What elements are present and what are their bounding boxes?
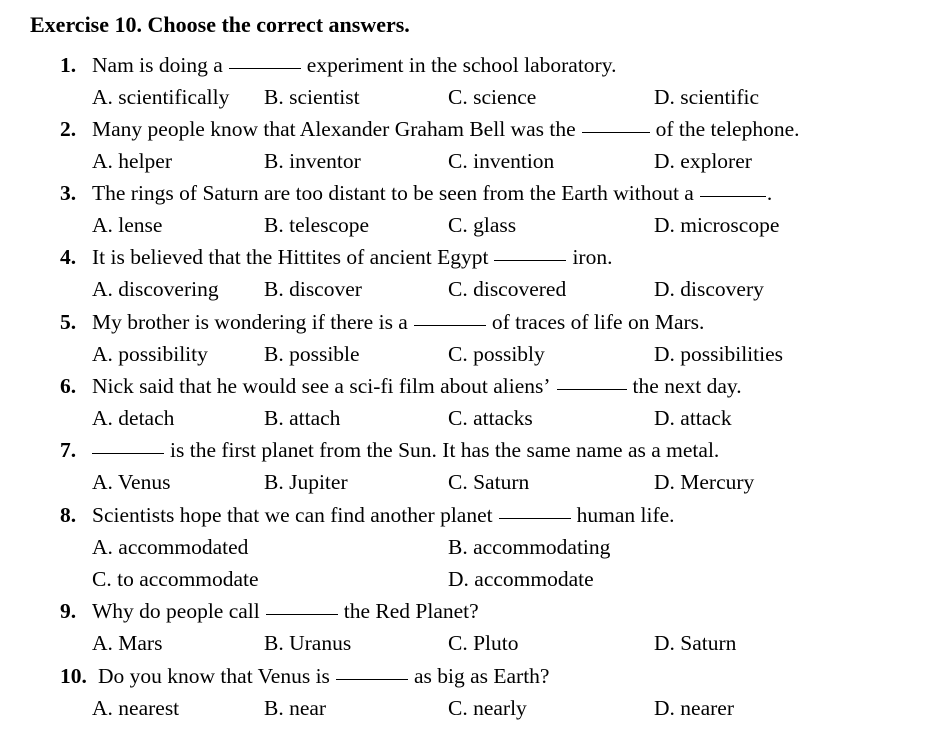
question-number: 5.: [60, 310, 77, 334]
question-number: 6.: [60, 374, 77, 398]
answer-blank[interactable]: [499, 517, 571, 519]
option-d[interactable]: D. microscope: [654, 213, 780, 237]
option-d[interactable]: D. Mercury: [654, 470, 755, 494]
question-text-after: human life.: [576, 503, 675, 527]
question-text-after: the Red Planet?: [343, 599, 479, 623]
answer-blank[interactable]: [92, 452, 164, 454]
question-number: 3.: [60, 181, 77, 205]
question-text-before: Many people know that Alexander Graham Bell was the: [92, 117, 576, 141]
option-a[interactable]: A. Venus: [92, 470, 171, 494]
option-d[interactable]: D. explorer: [654, 149, 752, 173]
question-2: [60, 115, 800, 143]
option-b[interactable]: B. telescope: [264, 213, 370, 237]
option-b[interactable]: B. Jupiter: [264, 470, 348, 494]
question-3: [60, 179, 772, 207]
option-a[interactable]: A. lense: [92, 213, 163, 237]
option-b[interactable]: B. accommodating: [448, 535, 611, 559]
answer-blank[interactable]: [229, 67, 301, 69]
question-number: 10.: [60, 664, 87, 688]
question-7: [60, 436, 719, 464]
question-text-after: is the first planet from the Sun. It has the same name as a metal.: [170, 438, 720, 462]
option-a[interactable]: A. accommodated: [92, 535, 249, 559]
question-number: 8.: [60, 503, 77, 527]
question-number: 1.: [60, 53, 77, 77]
answer-blank[interactable]: [582, 131, 650, 133]
question-5: [60, 308, 704, 336]
option-d[interactable]: D. possibilities: [654, 342, 784, 366]
option-c[interactable]: C. attacks: [448, 406, 533, 430]
option-d[interactable]: D. nearer: [654, 696, 734, 720]
answer-blank[interactable]: [700, 195, 766, 197]
question-text-after: as big as Earth?: [413, 664, 550, 688]
option-a[interactable]: A. Mars: [92, 631, 163, 655]
option-b[interactable]: B. Uranus: [264, 631, 352, 655]
option-c[interactable]: C. discovered: [448, 277, 567, 301]
option-b[interactable]: B. near: [264, 696, 327, 720]
question-4: [60, 243, 612, 271]
question-text-before: Nam is doing a: [92, 53, 223, 77]
question-text-before: Do you know that Venus is: [98, 664, 330, 688]
question-text-after: the next day.: [632, 374, 742, 398]
question-text-after: of traces of life on Mars.: [491, 310, 705, 334]
question-text-after: experiment in the school laboratory.: [306, 53, 617, 77]
question-text-before: It is believed that the Hittites of ancient Egypt: [92, 245, 489, 269]
option-b[interactable]: B. scientist: [264, 85, 360, 109]
option-b[interactable]: B. possible: [264, 342, 360, 366]
question-text-before: Scientists hope that we can find another planet: [92, 503, 493, 527]
question-number: 9.: [60, 599, 77, 623]
option-c[interactable]: C. invention: [448, 149, 555, 173]
option-d[interactable]: D. attack: [654, 406, 732, 430]
option-a[interactable]: A. possibility: [92, 342, 208, 366]
question-1: [60, 51, 616, 79]
question-text-before: My brother is wondering if there is a: [92, 310, 408, 334]
option-c[interactable]: C. Saturn: [448, 470, 530, 494]
question-10: [60, 662, 549, 690]
question-9: [60, 597, 479, 625]
question-number: 2.: [60, 117, 77, 141]
option-d[interactable]: D. accommodate: [448, 567, 594, 591]
answer-blank[interactable]: [336, 678, 408, 680]
option-d[interactable]: D. Saturn: [654, 631, 737, 655]
question-text-before: The rings of Saturn are too distant to be seen from the Earth without a: [92, 181, 694, 205]
question-text-after: iron.: [572, 245, 613, 269]
option-c[interactable]: C. possibly: [448, 342, 545, 366]
option-a[interactable]: A. detach: [92, 406, 175, 430]
question-8: [60, 501, 675, 529]
question-text-after: of the telephone.: [655, 117, 800, 141]
exercise-title: Exercise 10. Choose the correct answers.: [30, 12, 410, 37]
answer-blank[interactable]: [494, 259, 566, 261]
option-c[interactable]: C. nearly: [448, 696, 527, 720]
question-text-before: Why do people call: [92, 599, 260, 623]
option-c[interactable]: C. glass: [448, 213, 517, 237]
option-c[interactable]: C. science: [448, 85, 537, 109]
option-b[interactable]: B. inventor: [264, 149, 361, 173]
option-b[interactable]: B. discover: [264, 277, 362, 301]
option-d[interactable]: D. scientific: [654, 85, 760, 109]
option-b[interactable]: B. attach: [264, 406, 341, 430]
option-a[interactable]: A. helper: [92, 149, 172, 173]
question-number: 7.: [60, 438, 77, 462]
question-6: [60, 372, 742, 400]
option-d[interactable]: D. discovery: [654, 277, 764, 301]
option-a[interactable]: A. discovering: [92, 277, 219, 301]
question-text-after: .: [766, 181, 773, 205]
answer-blank[interactable]: [557, 388, 627, 390]
answer-blank[interactable]: [414, 324, 486, 326]
option-c[interactable]: C. to accommodate: [92, 567, 259, 591]
option-a[interactable]: A. scientifically: [92, 85, 230, 109]
option-a[interactable]: A. nearest: [92, 696, 180, 720]
question-number: 4.: [60, 245, 77, 269]
question-text-before: Nick said that he would see a sci-fi film about aliens’: [92, 374, 551, 398]
option-c[interactable]: C. Pluto: [448, 631, 519, 655]
answer-blank[interactable]: [266, 613, 338, 615]
